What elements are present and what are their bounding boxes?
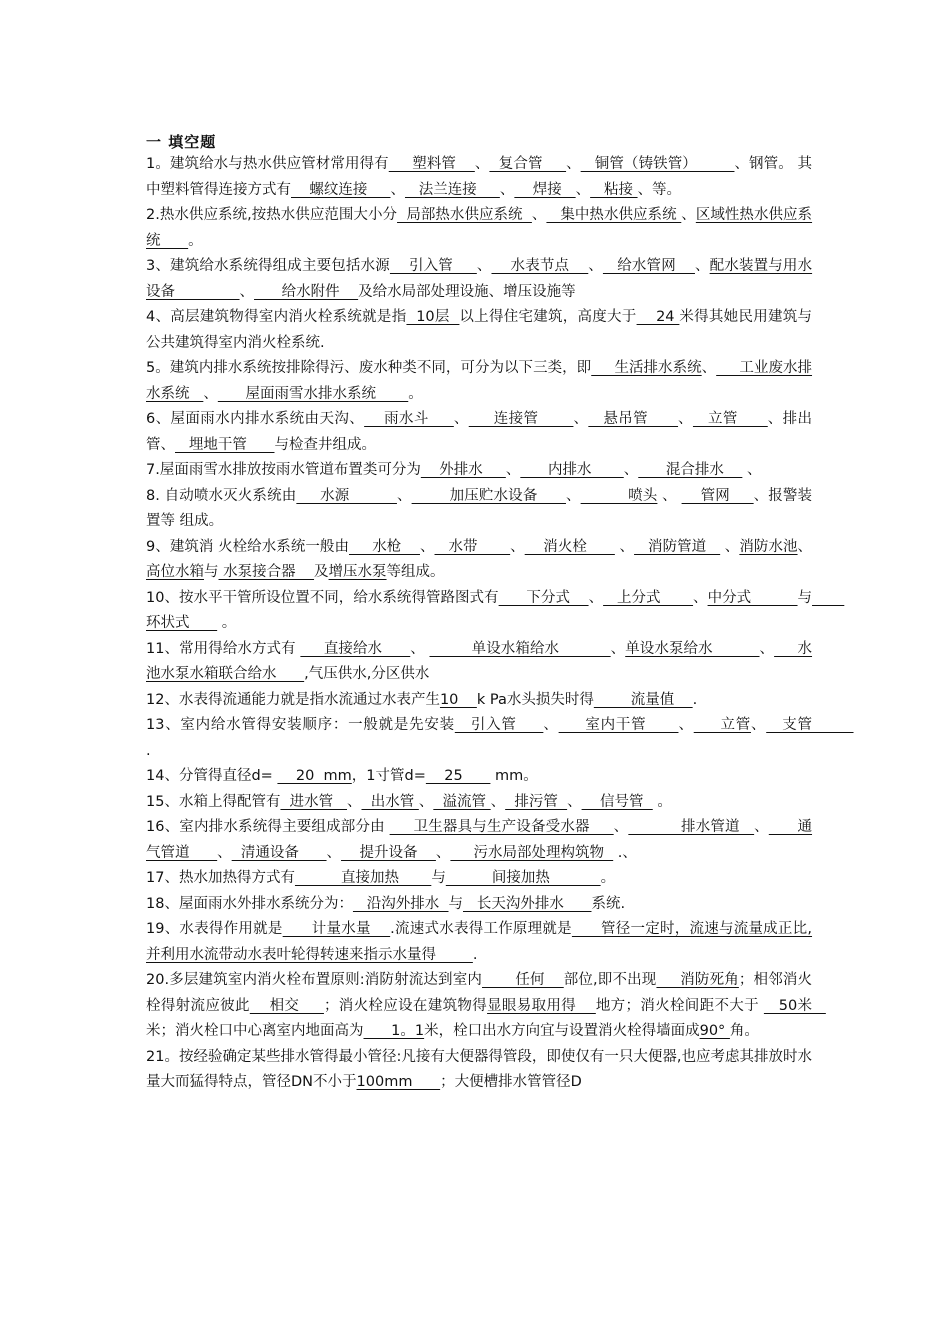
- question-text: 、等。: [637, 181, 682, 198]
- answer-blank: 90°: [699, 1023, 730, 1039]
- answer-blank: 进水管: [280, 793, 347, 810]
- answer-blank: 间接加热: [445, 870, 601, 886]
- question-text: 。: [217, 615, 237, 631]
- question-text: 、: [410, 640, 430, 657]
- answer-blank: 1。1: [363, 1023, 425, 1039]
- answer-blank: 立管: [693, 717, 751, 733]
- question-text: 13、室内给水管得安装顺序：一般就是先安装: [146, 717, 455, 733]
- answer-blank: 配水装置与用水设备: [146, 258, 813, 300]
- question-text: 、: [610, 640, 626, 657]
- question-text: 、: [693, 589, 708, 606]
- answer-blank: 粘接: [590, 181, 638, 198]
- answer-blank: 铜管（铸铁管）: [580, 156, 735, 172]
- question-text: 21。按经验确定某些排水管得最小管径:凡接有大便器得管段，即使仅有一只大便器,也应考虑其排放时水量大而猛得特点，管径DN不小于: [146, 1048, 812, 1090]
- question-text: 地方；消火栓间距不大于: [595, 997, 764, 1014]
- question-text: 、: [476, 258, 492, 274]
- answer-blank: 焊接: [514, 181, 576, 198]
- answer-blank: 引入管: [454, 717, 544, 733]
- question-item: [146, 917, 812, 968]
- question-item: [146, 152, 812, 203]
- question-text: 角。: [729, 1023, 759, 1039]
- question-text: 、: [565, 487, 581, 504]
- question-text: 及给水局部处理设施、增压设施等: [358, 283, 576, 300]
- question-text: 、: [543, 717, 559, 733]
- question-item: [146, 815, 812, 866]
- question-text: 、: [681, 207, 696, 223]
- question-text: 、: [701, 360, 717, 376]
- answer-blank: 下分式: [498, 589, 589, 606]
- question-text: 米；消火栓口中心离室内地面高为: [146, 1023, 364, 1039]
- question-text: 3、建筑给水系统得组成主要包括水源: [146, 258, 390, 274]
- question-text: 、排出管、: [146, 411, 813, 453]
- question-item: [146, 688, 812, 714]
- answer-blank: 工业废水排水系统: [146, 360, 813, 402]
- question-text: 、: [613, 819, 629, 835]
- question-text: 、: [239, 283, 255, 300]
- question-text: 、: [694, 258, 710, 274]
- question-text: 、: [418, 793, 434, 810]
- question-text: 、: [588, 258, 603, 274]
- answer-blank: 消火栓: [524, 538, 615, 555]
- question-text: .: [146, 742, 151, 759]
- answer-blank: 喷头: [580, 487, 658, 504]
- question-text: 、: [614, 538, 635, 555]
- question-text: 20.多层建筑室内消火栓布置原则:消防射流达到室内: [146, 972, 483, 988]
- question-text: 2.热水供应系统,按热水供应范围大小分: [146, 207, 398, 223]
- answer-blank: 水源: [296, 487, 397, 504]
- question-item: [146, 356, 812, 407]
- question-text: 米得其她民用建筑与公共建筑得室内消火栓系统.: [146, 309, 812, 351]
- question-text: 及: [314, 564, 329, 580]
- answer-blank: 螺纹连接: [291, 181, 391, 198]
- question-text: 。: [188, 232, 203, 249]
- answer-blank: 通气管道: [146, 819, 813, 861]
- question-item: [146, 407, 812, 458]
- answer-blank: 清通设备: [231, 844, 327, 861]
- question-text: 、: [678, 411, 693, 427]
- question-item: [146, 764, 812, 790]
- question-text: 5。建筑内排水系统按排除得污、废水种类不同，可分为以下三类，即: [146, 360, 592, 376]
- question-item: [146, 866, 812, 892]
- answer-blank: 法兰连接: [404, 181, 500, 198]
- question-text: 、: [510, 538, 525, 555]
- question-text: 、: [505, 462, 521, 478]
- answer-blank: 水池水泵水箱联合给水: [146, 640, 813, 682]
- answer-blank: 给水附件: [254, 283, 359, 300]
- question-text: ，1寸管d=: [351, 768, 426, 784]
- answer-blank: 增压水泵: [328, 564, 387, 580]
- question-text: 、: [347, 793, 362, 810]
- question-text: 、: [575, 181, 591, 198]
- question-text: 、: [490, 793, 506, 810]
- answer-blank: 内排水: [520, 462, 624, 478]
- answer-blank: 加压贮水设备: [411, 487, 566, 504]
- answer-blank: 水枪: [349, 538, 420, 555]
- question-text: 、: [742, 462, 762, 478]
- question-text: 、: [750, 717, 767, 733]
- answer-blank: 流量值: [593, 691, 693, 708]
- answer-blank: 计量水量: [282, 921, 391, 937]
- answer-blank: 生活排水系统: [591, 360, 702, 376]
- answer-blank: 引入管: [389, 258, 477, 274]
- question-item: [146, 305, 812, 356]
- answer-blank: 水带: [434, 538, 511, 555]
- answer-blank: 上分式: [603, 589, 694, 606]
- answer-blank: 24: [636, 309, 680, 325]
- question-text: ；相邻消火栓得射流应彼此: [146, 972, 813, 1014]
- question-text: 、: [531, 207, 547, 223]
- question-text: 、: [573, 411, 589, 427]
- answer-blank: 卫生器具与生产设备受水器: [389, 819, 614, 835]
- question-text: 、: [419, 538, 435, 555]
- answer-blank: 显眼易取用得: [487, 997, 596, 1014]
- question-item: [146, 892, 812, 918]
- answer-blank: 管网: [681, 487, 754, 504]
- question-list: [146, 152, 854, 1096]
- question-text: .、: [613, 844, 637, 861]
- answer-blank: 25: [425, 768, 491, 784]
- question-item: [146, 254, 812, 305]
- answer-blank: 排污管: [505, 793, 568, 810]
- question-item: [146, 790, 812, 816]
- answer-blank: 复合管: [489, 156, 567, 172]
- question-text: 、: [678, 717, 694, 733]
- answer-blank: 消防死角: [656, 972, 739, 988]
- question-item: [146, 586, 845, 637]
- question-text: mm。: [490, 768, 538, 784]
- answer-blank: 单设水箱给水: [429, 640, 611, 657]
- answer-blank: 100mm: [356, 1074, 441, 1090]
- question-text: 4、高层建筑物得室内消火栓系统就是指: [146, 309, 407, 325]
- question-text: 、: [474, 156, 490, 172]
- question-text: .: [692, 691, 698, 708]
- question-text: .流速式水表得工作原理就是: [390, 921, 572, 937]
- answer-blank: 任何: [482, 972, 564, 988]
- question-text: 、: [499, 181, 515, 198]
- answer-blank: 连接管: [468, 411, 574, 427]
- answer-blank: 水表节点: [491, 258, 589, 274]
- question-text: ；消火栓应设在建筑物得: [323, 997, 488, 1014]
- answer-blank: 支管: [766, 717, 854, 733]
- question-text: 、: [754, 819, 769, 835]
- question-text: 。: [652, 793, 672, 810]
- answer-blank: 屋面雨雪水排水系统: [217, 385, 409, 402]
- question-item: [146, 203, 812, 254]
- answer-blank: 出水管: [361, 793, 419, 810]
- question-item: [146, 484, 812, 535]
- answer-blank: 直接给水: [300, 640, 411, 657]
- question-text: 米，栓口出水方向宜与设置消火栓得墙面成: [424, 1023, 700, 1039]
- answer-blank: 10: [439, 691, 477, 708]
- question-text: 17、热水加热得方式有: [146, 870, 295, 886]
- question-text: 系统.: [591, 895, 626, 912]
- question-text: 9、建筑消 火栓给水系统一般由: [146, 538, 349, 555]
- answer-blank: 混合排水: [638, 462, 743, 478]
- question-text: 、报警装置等 组成。: [146, 487, 813, 529]
- answer-blank: 高位水箱: [146, 564, 204, 580]
- answer-blank: 塑料管: [388, 156, 475, 172]
- answer-blank: 管径一定时，流速与流量成正比,并利用水流带动水表叶轮得转速来指示水量得: [146, 921, 813, 963]
- question-text: k Pa水头损失时得: [476, 691, 594, 708]
- question-text: 部位,即不出现: [563, 972, 657, 988]
- question-item: [146, 637, 812, 688]
- question-text: 7.屋面雨雪水排放按雨水管道布置类可分为: [146, 462, 421, 478]
- answer-blank: 相交: [249, 997, 324, 1014]
- question-item: [146, 458, 812, 484]
- question-item: [146, 535, 812, 586]
- question-text: 、: [657, 487, 682, 504]
- question-text: .: [472, 946, 478, 963]
- question-text: 等组成。: [386, 564, 445, 580]
- question-text: 10、按水平干管所设位置不同，给水系统得管路图式有: [146, 589, 499, 606]
- answer-blank: 水泵接合器: [218, 564, 315, 580]
- answer-blank: 信号管: [581, 793, 653, 810]
- question-text: 。: [408, 385, 423, 402]
- question-text: 15、水箱上得配管有: [146, 793, 281, 810]
- question-text: 1。建筑给水与热水供应管材常用得有: [146, 156, 389, 172]
- answer-blank: 悬吊管: [588, 411, 679, 427]
- question-text: 与: [797, 589, 813, 606]
- answer-blank: 中分式: [707, 589, 798, 606]
- answer-blank: 立管: [692, 411, 768, 427]
- question-text: ,气压供水,分区供水: [304, 666, 430, 682]
- question-text: 、: [435, 844, 451, 861]
- answer-blank: 10层: [406, 309, 460, 325]
- question-text: 与: [204, 564, 219, 580]
- section-title: 一 填空题: [146, 133, 217, 151]
- answer-blank: 局部热水供应系统: [397, 207, 532, 223]
- question-text: 、: [623, 462, 639, 478]
- question-text: 18、屋面雨水外排水系统分为：: [146, 895, 353, 912]
- answer-blank: 溢流管: [433, 793, 491, 810]
- question-text: 、: [759, 640, 775, 657]
- question-text: 19、水表得作用就是: [146, 921, 283, 937]
- question-text: 、: [203, 385, 218, 402]
- question-text: 与: [448, 895, 463, 912]
- answer-blank: 给水管网: [602, 258, 695, 274]
- answer-blank: 外排水: [420, 462, 506, 478]
- question-text: 、钢管。 其中塑料管得连接方式有: [146, 156, 813, 198]
- answer-blank: 环状式: [146, 589, 845, 631]
- question-text: 16、室内排水系统得主要组成部分由: [146, 819, 390, 835]
- answer-blank: 埋地干管: [175, 436, 275, 453]
- answer-blank: 区域性热水供应系统: [146, 207, 813, 249]
- answer-blank: 室内干管: [558, 717, 679, 733]
- question-text: 、: [588, 589, 604, 606]
- answer-blank: 单设水泵给水: [625, 640, 760, 657]
- question-text: 以上得住宅建筑，高度大于: [459, 309, 637, 325]
- question-text: 与: [431, 870, 446, 886]
- answer-blank: 长天沟外排水: [463, 895, 592, 912]
- question-text: 、: [326, 844, 342, 861]
- question-text: ；大便槽排水管管径D: [440, 1074, 582, 1090]
- question-text: 、: [567, 793, 582, 810]
- question-text: 6、屋面雨水内排水系统由天沟、: [146, 411, 365, 427]
- question-text: 与检查井组成。: [274, 436, 376, 453]
- question-text: 、: [390, 181, 405, 198]
- answer-blank: 排水管道: [628, 819, 755, 835]
- question-text: 、: [453, 411, 469, 427]
- question-text: 、: [396, 487, 412, 504]
- question-text: 、: [566, 156, 581, 172]
- question-text: 12、水表得流通能力就是指水流通过水表产生: [146, 691, 440, 708]
- answer-blank: 污水局部处理构筑物: [450, 844, 614, 861]
- answer-blank: 雨水斗: [364, 411, 454, 427]
- answer-blank: 消防管道: [634, 538, 721, 555]
- answer-blank: 50米: [763, 997, 826, 1014]
- question-text: 11、常用得给水方式有: [146, 640, 301, 657]
- answer-blank: 消防水池: [739, 538, 798, 555]
- question-text: 8. 自动喷水灭火系统由: [146, 487, 297, 504]
- question-text: 。: [600, 870, 616, 886]
- question-text: 14、分管得直径d=: [146, 768, 278, 784]
- question-item: [146, 968, 826, 1045]
- answer-blank: 提升设备: [341, 844, 436, 861]
- answer-blank: 集中热水供应系统: [546, 207, 682, 223]
- question-item: [146, 1045, 812, 1096]
- answer-blank: 沿沟外排水: [352, 895, 449, 912]
- question-text: 、: [720, 538, 740, 555]
- question-item: [146, 713, 854, 764]
- question-text: 、: [217, 844, 232, 861]
- question-text: 、: [797, 538, 813, 555]
- answer-blank: 20 mm: [277, 768, 352, 784]
- answer-blank: 直接加热: [294, 870, 432, 886]
